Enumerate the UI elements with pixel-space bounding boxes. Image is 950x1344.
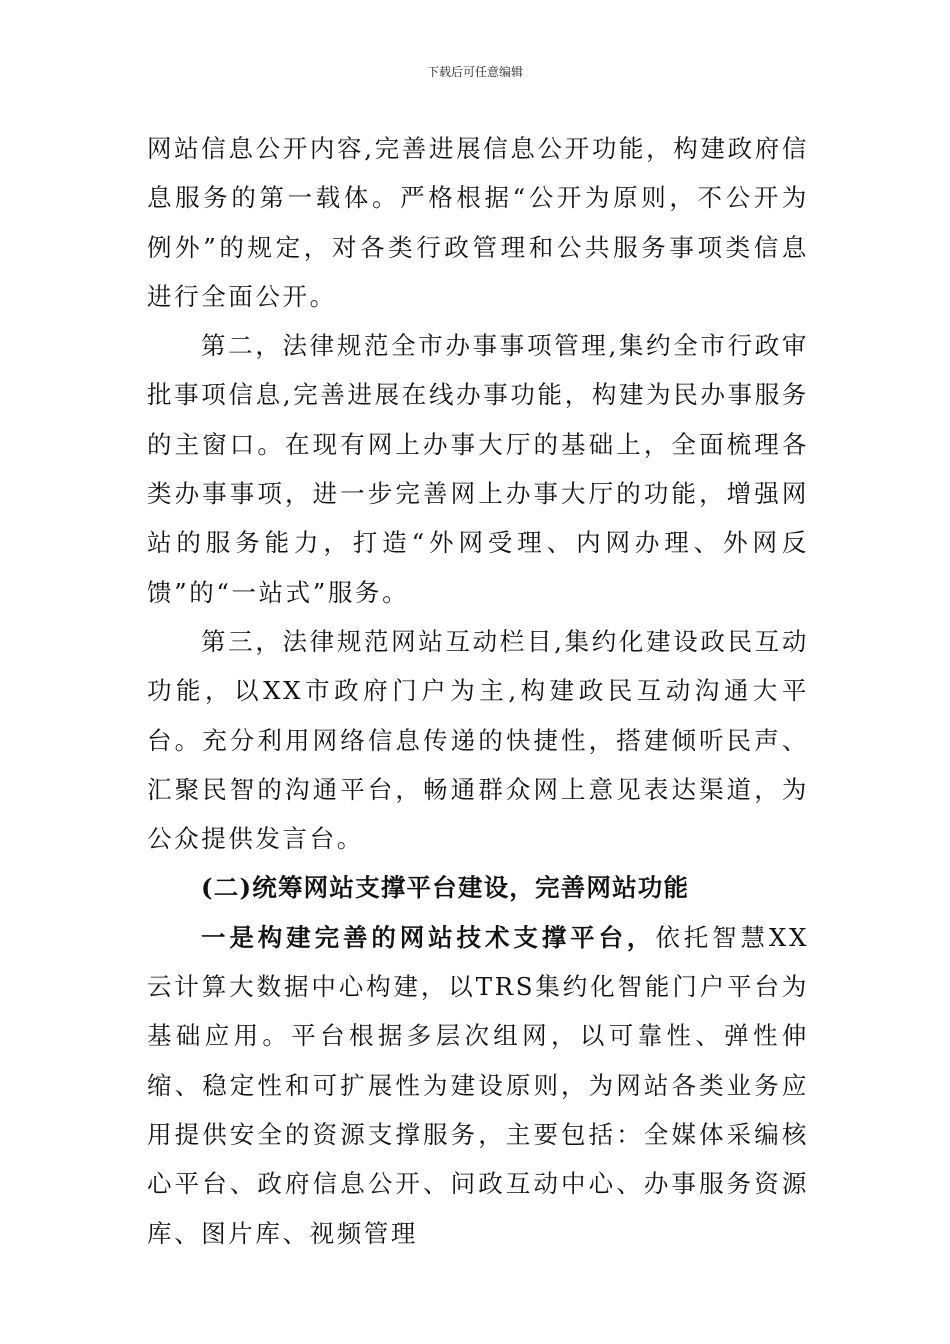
paragraph-info-disclosure: 网站信息公开内容,完善进展信息公开功能，构建政府信息服务的第一载体。严格根据“公开为原则，不公开为例外”的规定，对各类行政管理和公共服务事项类信息进行全面公开。 (147, 134, 809, 311)
paragraph-lead-rest: 依托智慧XX云计算大数据中心构建，以TRS集约化智能门户平台为基础应用。平台根据多层次组网，以可靠性、弹性伸缩、稳定性和可扩展性为建设原则，为网站各类业务应用提供安全的资源支撑服务，主要包括：全媒体采编核心平台、政府信息公开、问政互动中心、办事服务资源库、图片库、视频管理 (147, 922, 809, 1248)
paragraph-second-point: 第二，法律规范全市办事事项管理,集约全市行政审批事项信息,完善进展在线办事功能，构建为民办事服务的主窗口。在现有网上办事大厅的基础上，全面梳理各类办事事项，进一步完善网上办事大厅的功能，增强网站的服务能力，打造“外网受理、内网办理、外网反馈”的“一站式”服务。 (147, 331, 809, 607)
paragraph-lead-bold: 一是构建完善的网站技术支撑平台， (201, 922, 656, 952)
section-heading: (二)统筹网站支撑平台建设，完善网站功能 (201, 873, 690, 903)
document-body (147, 124, 809, 1258)
paragraph-third-point: 第三，法律规范网站互动栏目,集约化建设政民互动功能，以XX市政府门户为主,构建政民互动沟通大平台。充分利用网络信息传递的快捷性，搭建倾听民声、汇聚民智的沟通平台，畅通群众网上意见表达渠道，为公众提供发言台。 (147, 626, 809, 854)
page-header-note: 下载后可任意编辑 (426, 65, 523, 79)
paragraph-platform (147, 913, 809, 1258)
